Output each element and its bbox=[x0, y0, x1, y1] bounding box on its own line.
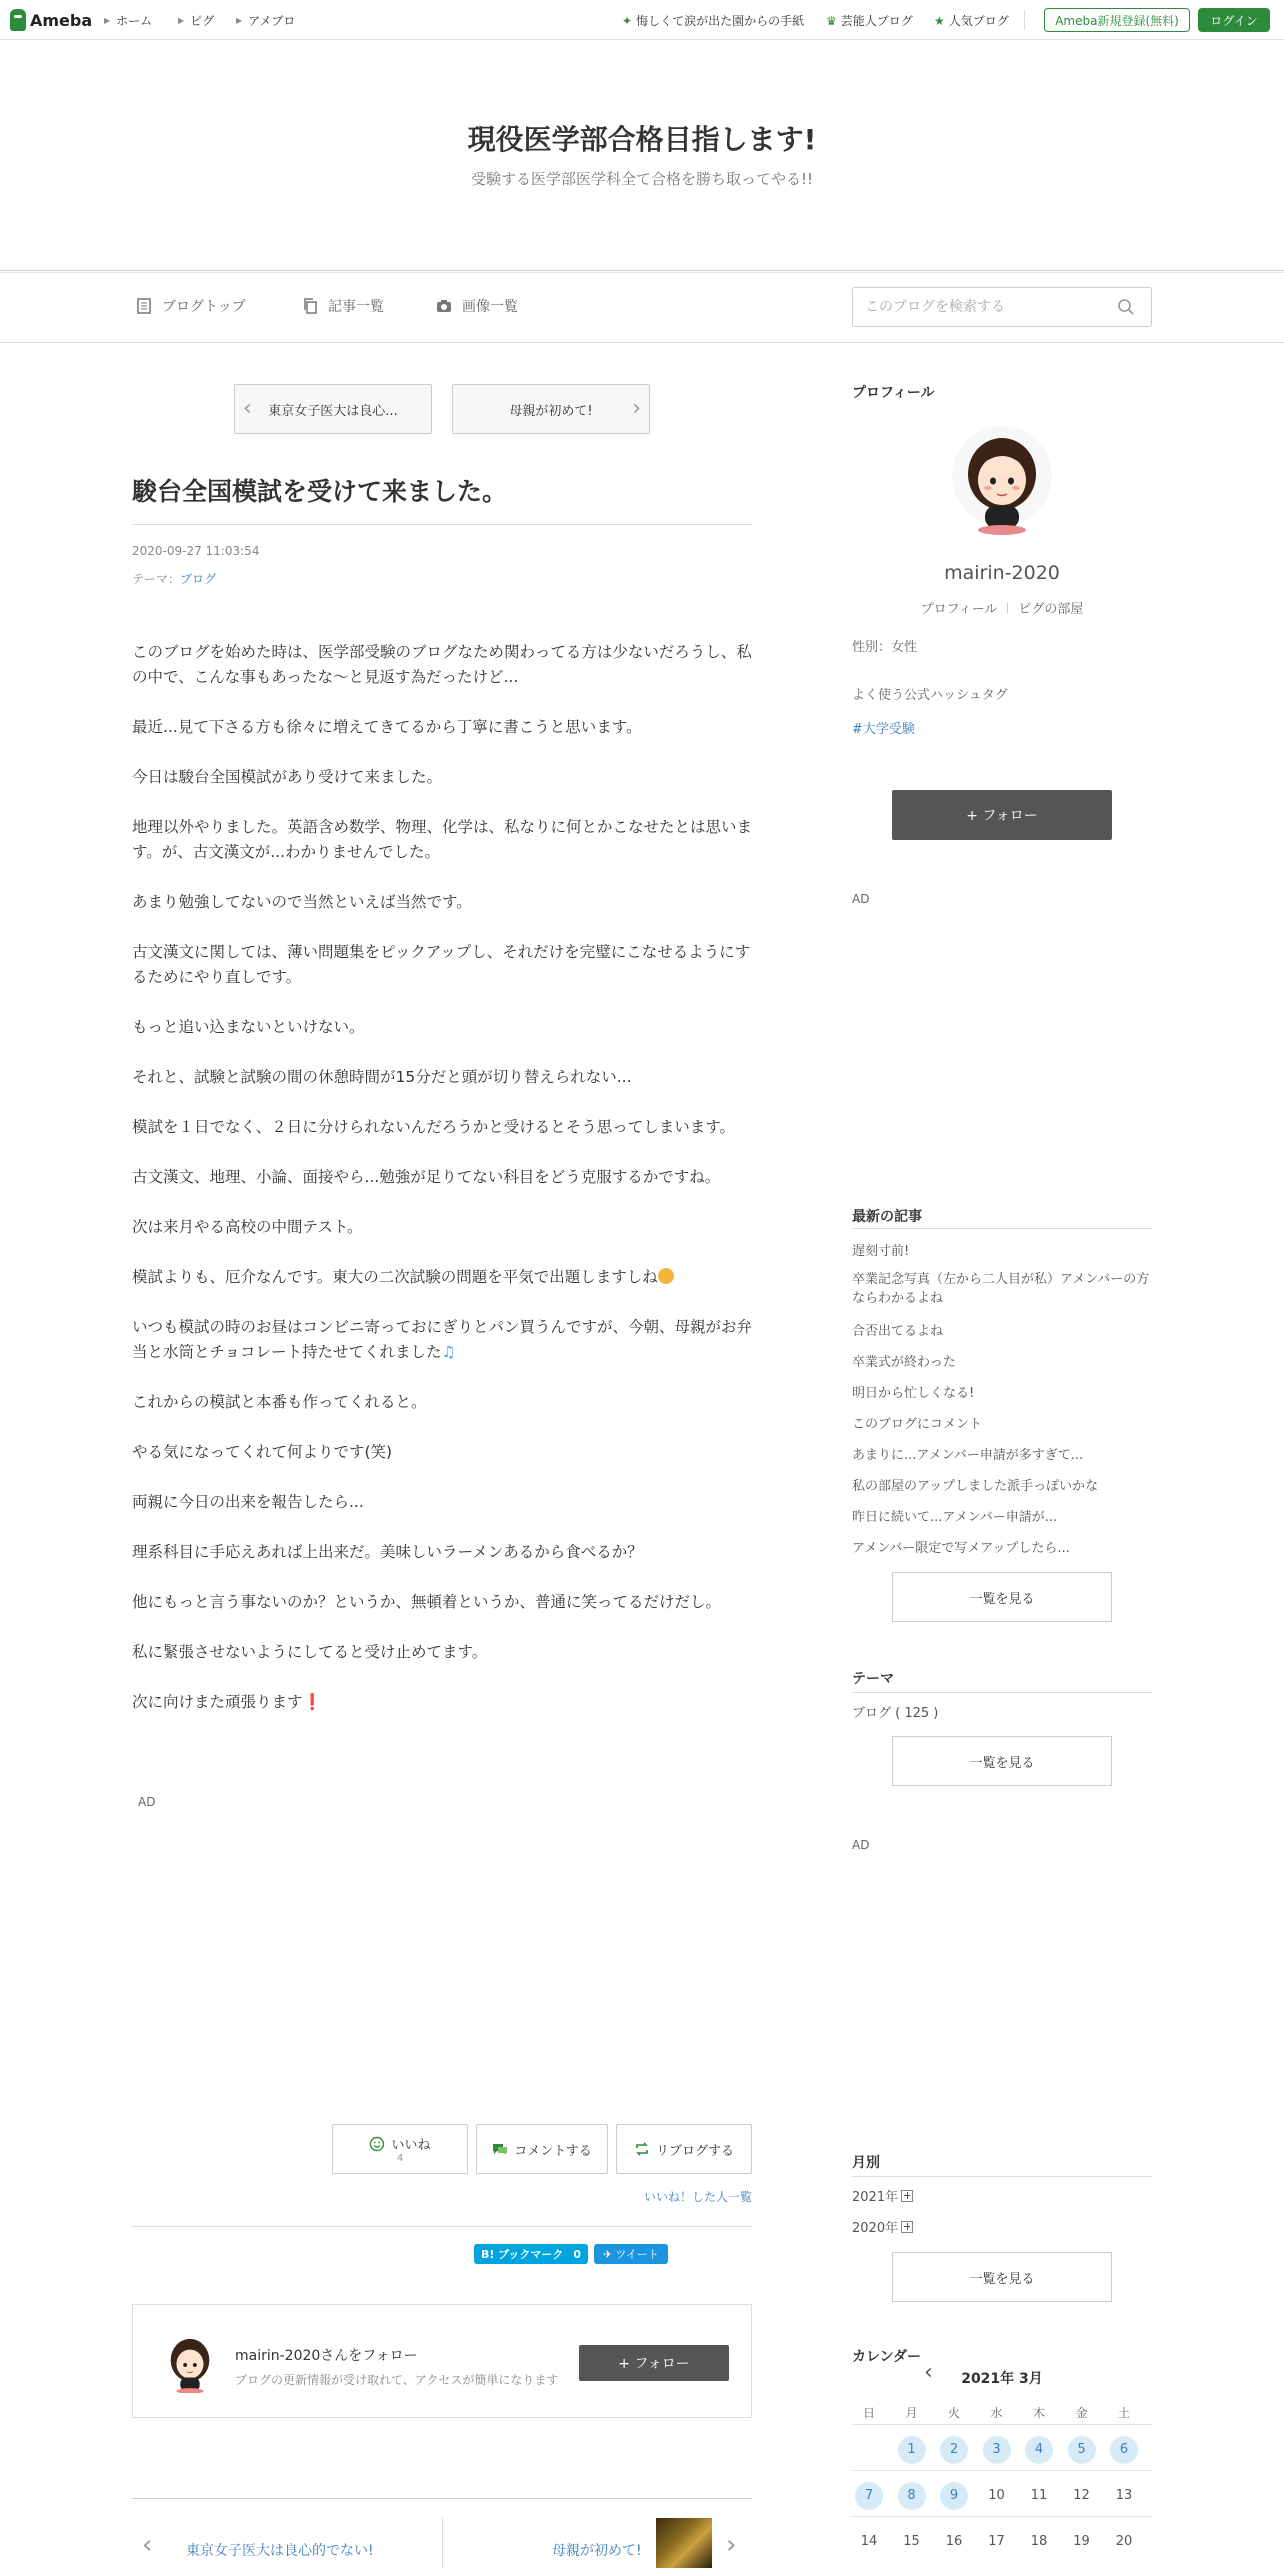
paragraph-text: 模試よりも、厄介なんです。東大の二次試験の問題を平気で出題しますしね bbox=[132, 1268, 658, 1286]
recent-article-link[interactable]: このブログにコメント bbox=[852, 1417, 983, 1432]
nav-blog-top-label: ブログトップ bbox=[162, 299, 246, 315]
hatena-bookmark-button[interactable] bbox=[474, 2244, 588, 2264]
bottom-next-article-link[interactable]: 母親が初めて! bbox=[552, 2543, 642, 2559]
copy-icon bbox=[302, 298, 318, 314]
calendar-weekday: 火 bbox=[947, 2406, 960, 2420]
calendar-row-divider bbox=[852, 2424, 1152, 2425]
divider bbox=[1024, 10, 1025, 30]
next-article-label: 母親が初めて! bbox=[509, 403, 593, 419]
star-icon: ★ bbox=[934, 13, 945, 28]
calendar-day[interactable]: 2 bbox=[940, 2436, 968, 2464]
calendar-day[interactable]: 6 bbox=[1110, 2436, 1138, 2464]
nav-article-list-label: 記事一覧 bbox=[328, 299, 384, 315]
follow-box-name: mairin-2020さんをフォロー bbox=[235, 2348, 418, 2364]
monthly-heading-divider bbox=[852, 2176, 1152, 2177]
recent-see-all-button[interactable]: 一覧を見る bbox=[892, 1572, 1112, 1622]
caret-right-icon: ▶ bbox=[178, 16, 185, 25]
recent-article-link[interactable]: 卒業記念写真（左から二人目が私）アメンバーの方ならわかるよね bbox=[852, 1272, 1150, 1306]
article-paragraph: 他にもっと言う事ないのか？というか、無頓着というか、普通に笑ってるだけだし。 bbox=[132, 1593, 722, 1611]
crown-icon: ♛ bbox=[826, 13, 837, 28]
nav-article-list[interactable] bbox=[302, 296, 384, 316]
nav-image-list-label: 画像一覧 bbox=[462, 299, 518, 315]
profile-name[interactable]: mairin-2020 bbox=[944, 562, 1060, 584]
calendar-day[interactable]: 7 bbox=[855, 2482, 883, 2510]
theme-heading: テーマ bbox=[852, 1671, 894, 1687]
recent-article-link[interactable]: 私の部屋のアップしました派手っぽいかな bbox=[852, 1479, 1099, 1494]
calendar-weekday: 水 bbox=[990, 2406, 1003, 2420]
paragraph-text: いつも模試の時のお昼はコンビニ寄っておにぎりとパン買うんですが、今朝、母親がお弁当と水筒とチョコレート持たせてくれました bbox=[132, 1318, 753, 1361]
document-icon bbox=[136, 298, 152, 314]
featured-link[interactable] bbox=[622, 12, 804, 29]
article-paragraph: 古文漢文、地理、小論、面接やら...勉強が足りてない科目をどう克服するかですね。 bbox=[132, 1168, 721, 1186]
ad-label: AD bbox=[138, 1795, 156, 1809]
like-count: 4 bbox=[396, 2153, 404, 2164]
nav-image-list[interactable] bbox=[436, 296, 518, 316]
month-2020-link[interactable] bbox=[852, 2217, 913, 2236]
calendar-day[interactable]: 4 bbox=[1025, 2436, 1053, 2464]
chevron-left-icon[interactable]: ‹ bbox=[142, 2530, 153, 2560]
recent-articles-heading: 最新の記事 bbox=[852, 1209, 922, 1225]
expand-plus-icon[interactable] bbox=[901, 2190, 913, 2202]
hatena-count: 0 bbox=[573, 2247, 582, 2261]
tweet-label: ツイート bbox=[615, 2248, 659, 2261]
article-paragraph: あまり勉強してないので当然といえば当然です。 bbox=[132, 893, 472, 911]
reblog-row bbox=[634, 2140, 734, 2159]
chevron-left-icon: ‹ bbox=[243, 396, 252, 421]
calendar-day: 19 bbox=[1073, 2534, 1090, 2549]
comment-button[interactable] bbox=[476, 2124, 608, 2174]
article-paragraph: 古文漢文に関しては、薄い問題集をピックアップし、それだけを完璧にこなせるようにするためにやり直しです。 bbox=[132, 943, 751, 986]
calendar-weekday: 土 bbox=[1117, 2406, 1130, 2420]
bottom-prev-article-link[interactable]: 東京女子医大は良心的でない! bbox=[186, 2543, 374, 2559]
calendar-day: 10 bbox=[988, 2488, 1005, 2503]
calendar-day: 14 bbox=[860, 2534, 878, 2549]
nav-pig-link[interactable] bbox=[178, 12, 214, 29]
calendar-day: 17 bbox=[988, 2534, 1005, 2549]
recent-article-link[interactable]: 卒業式が終わった bbox=[852, 1355, 956, 1370]
recent-heading-divider bbox=[852, 1228, 1152, 1229]
recent-article-link[interactable]: 昨日に続いて...アメンバー申請が... bbox=[852, 1510, 1058, 1525]
article-paragraph: 理系科目に手応えあれば上出来だ。美味しいラーメンあるから食べるか？ bbox=[132, 1543, 643, 1561]
bottom-pager-separator bbox=[442, 2518, 443, 2568]
featured-link-label: 悔しくて涙が出た園からの手紙 bbox=[636, 14, 805, 28]
smile-icon bbox=[369, 2136, 385, 2152]
nav-home-label: ホーム bbox=[116, 14, 153, 28]
calendar-day: 15 bbox=[903, 2534, 920, 2549]
nav-divider bbox=[0, 342, 1284, 343]
month-2021-link[interactable] bbox=[852, 2186, 913, 2205]
nav-ameblo-link[interactable] bbox=[236, 12, 295, 29]
article-paragraph: 今日は駿台全国模試があり受けて来ました。 bbox=[132, 768, 443, 786]
article-body bbox=[132, 640, 752, 1740]
comment-icon bbox=[492, 2141, 508, 2157]
sparkle-icon: ✦ bbox=[622, 13, 633, 28]
camera-icon bbox=[436, 298, 452, 314]
register-button[interactable]: Ameba新規登録(無料) bbox=[1044, 8, 1190, 32]
calendar-row-divider bbox=[852, 2516, 1152, 2517]
actions-divider bbox=[132, 2226, 752, 2227]
nav-blog-top[interactable] bbox=[136, 296, 246, 316]
pig-room-link[interactable]: ピグの部屋 bbox=[1018, 602, 1084, 617]
separator bbox=[1007, 602, 1008, 614]
calendar-day[interactable]: 3 bbox=[983, 2436, 1011, 2464]
sidebar-ad-label: AD bbox=[852, 892, 870, 906]
article-date: 2020-09-27 11:03:54 bbox=[132, 544, 260, 558]
article-paragraph: それと、試験と試験の間の休憩時間が15分だと頭が切り替えられない... bbox=[132, 1068, 632, 1086]
popular-blog-label: 人気ブログ bbox=[948, 14, 1009, 28]
article-paragraph: 模試を１日でなく、２日に分けられないんだろうかと受けるとそう思ってしまいます。 bbox=[132, 1118, 735, 1136]
profile-link[interactable]: プロフィール bbox=[920, 602, 998, 617]
ameba-mascot-icon bbox=[10, 9, 26, 31]
music-note-icon: ♫ bbox=[441, 1343, 456, 1361]
celebrity-blog-label: 芸能人ブログ bbox=[840, 14, 913, 28]
article-theme bbox=[132, 570, 216, 587]
caret-right-icon: ▶ bbox=[104, 16, 111, 25]
hashtag-link[interactable]: #大学受験 bbox=[852, 722, 915, 737]
calendar-day[interactable]: 9 bbox=[940, 2482, 968, 2510]
profile-avatar[interactable] bbox=[952, 426, 1052, 536]
calendar-row-divider bbox=[852, 2470, 1152, 2471]
profile-heading: プロフィール bbox=[852, 385, 935, 401]
comment-row bbox=[492, 2140, 592, 2159]
login-button[interactable]: ログイン bbox=[1198, 8, 1270, 32]
blog-subtitle: 受験する医学部医学科全て合格を勝ち取ってやる!! bbox=[470, 170, 814, 188]
article-paragraph: 次は来月やる高校の中間テスト。 bbox=[132, 1218, 363, 1236]
like-list-link[interactable]: いいね！した人一覧 bbox=[643, 2190, 752, 2204]
reblog-label: リブログする bbox=[655, 2143, 734, 2159]
expand-plus-icon[interactable] bbox=[901, 2221, 913, 2233]
recent-article-link[interactable]: 合否出てるよね bbox=[852, 1324, 944, 1339]
sidebar-ad-label: AD bbox=[852, 1838, 870, 1852]
nav-ameblo-label: アメブロ bbox=[248, 14, 296, 28]
article-paragraph: 最近...見て下さる方も徐々に増えてきてるから丁寧に書こうと思います。 bbox=[132, 718, 642, 736]
article-paragraph: これからの模試と本番も作ってくれると。 bbox=[132, 1393, 427, 1411]
calendar-day[interactable]: 1 bbox=[898, 2436, 926, 2464]
recent-article-link[interactable]: 遅刻寸前! bbox=[852, 1244, 910, 1259]
theme-item-link[interactable]: ブログ ( 125 ) bbox=[852, 1706, 939, 1721]
article-paragraph: もっと追い込まないといけない。 bbox=[132, 1018, 365, 1036]
calendar-day: 20 bbox=[1115, 2534, 1133, 2549]
bottom-pager-divider bbox=[132, 2498, 752, 2499]
profile-links bbox=[852, 598, 1152, 617]
smiling-face-icon bbox=[658, 1268, 674, 1284]
logo-text: Ameba bbox=[30, 10, 93, 30]
recent-article-link[interactable]: アメンバー限定で写メアップしたら... bbox=[852, 1541, 1070, 1556]
article-paragraph: 私に緊張させないようにしてると受け止めてます。 bbox=[132, 1643, 488, 1661]
chevron-right-icon: › bbox=[632, 396, 641, 421]
hashtag-heading: よく使う公式ハッシュタグ bbox=[852, 688, 1008, 703]
nav-home-link[interactable] bbox=[104, 12, 152, 29]
tweet-button[interactable] bbox=[594, 2244, 668, 2264]
article-paragraph: このブログを始めた時は、医学部受験のブログなため関わってる方は少ないだろうし、私の中で、こんな事もあったな～と見返す為だったけど... bbox=[132, 643, 752, 686]
theme-heading-divider bbox=[852, 1692, 1152, 1693]
calendar-weekday: 金 bbox=[1075, 2406, 1088, 2420]
exclamation-icon: ❗ bbox=[302, 1693, 322, 1711]
caret-right-icon: ▶ bbox=[236, 16, 243, 25]
follow-box-description: ブログの更新情報が受け取れて、アクセスが簡単になります bbox=[235, 2373, 559, 2387]
article-paragraph-with-emoji bbox=[132, 1315, 752, 1365]
twitter-bird-icon: ✈ bbox=[603, 2247, 613, 2261]
calendar-weekday: 木 bbox=[1032, 2406, 1045, 2420]
calendar-weekday: 日 bbox=[862, 2406, 875, 2420]
calendar-day[interactable]: 5 bbox=[1068, 2436, 1096, 2464]
month-label: 2020年 bbox=[852, 2221, 899, 2236]
article-paragraph-with-emoji bbox=[132, 1690, 752, 1715]
popular-blog-link[interactable] bbox=[934, 12, 1009, 29]
calendar-heading: カレンダー bbox=[852, 2349, 922, 2365]
comment-label: コメントする bbox=[514, 2143, 592, 2159]
blog-search-input[interactable] bbox=[852, 287, 1152, 327]
profile-sex: 性別：女性 bbox=[852, 640, 918, 655]
article-paragraph: やる気になってくれて何よりです(笑) bbox=[132, 1443, 393, 1461]
month-label: 2021年 bbox=[852, 2190, 899, 2205]
next-article-thumbnail[interactable] bbox=[656, 2518, 712, 2568]
like-row bbox=[369, 2134, 430, 2153]
article-paragraph-with-emoji bbox=[132, 1265, 752, 1290]
recent-article-link[interactable]: 明日から忙しくなる! bbox=[852, 1386, 975, 1401]
nav-pig-label: ピグ bbox=[190, 14, 215, 28]
theme-link[interactable]: ブログ bbox=[180, 572, 217, 586]
blog-title[interactable]: 現役医学部合格目指します! bbox=[467, 123, 817, 156]
article-paragraph: 地理以外やりました。英語含め数学、物理、化学は、私なりに何とかこなせたとは思います。が、古文漢文が...わかりませんでした。 bbox=[132, 818, 753, 861]
calendar-day: 13 bbox=[1115, 2488, 1133, 2503]
calendar-day: 11 bbox=[1030, 2488, 1048, 2503]
monthly-see-all-button[interactable]: 一覧を見る bbox=[892, 2252, 1112, 2302]
calendar-day: 16 bbox=[945, 2534, 963, 2549]
theme-label: テーマ： bbox=[132, 572, 181, 586]
calendar-day: 12 bbox=[1073, 2488, 1090, 2503]
next-article-button[interactable] bbox=[452, 384, 650, 434]
theme-see-all-button[interactable]: 一覧を見る bbox=[892, 1736, 1112, 1786]
reblog-icon bbox=[634, 2141, 650, 2157]
recent-article-link[interactable]: あまりに...アメンバー申請が多すぎて... bbox=[852, 1448, 1084, 1463]
follow-box-button[interactable]: + フォロー bbox=[579, 2345, 729, 2381]
ameba-logo[interactable] bbox=[10, 8, 92, 32]
article-title[interactable]: 駿台全国模試を受けて来ました。 bbox=[132, 477, 508, 506]
paragraph-text: 次に向けまた頑張ります bbox=[132, 1693, 303, 1711]
article-title-divider bbox=[132, 524, 752, 525]
prev-article-button[interactable] bbox=[234, 384, 432, 434]
calendar-day: 18 bbox=[1030, 2534, 1048, 2549]
like-button[interactable] bbox=[332, 2124, 468, 2174]
monthly-heading: 月別 bbox=[852, 2155, 880, 2171]
prev-article-label: 東京女子医大は良心... bbox=[268, 403, 398, 419]
article-paragraph: 両親に今日の出来を報告したら... bbox=[132, 1493, 364, 1511]
follow-box bbox=[132, 2304, 752, 2418]
calendar-month: 2021年 3月 bbox=[961, 2371, 1043, 2387]
chevron-right-icon[interactable]: › bbox=[726, 2530, 737, 2560]
header-divider bbox=[0, 270, 1284, 273]
calendar-day[interactable]: 8 bbox=[898, 2482, 926, 2510]
avatar[interactable] bbox=[161, 2335, 219, 2393]
celebrity-blog-link[interactable] bbox=[826, 12, 913, 29]
search-icon[interactable] bbox=[1117, 298, 1135, 316]
calendar-weekday: 月 bbox=[905, 2406, 918, 2420]
hatena-label: B! ブックマーク bbox=[480, 2248, 564, 2261]
like-label: いいね bbox=[391, 2138, 431, 2153]
profile-follow-button[interactable]: + フォロー bbox=[892, 790, 1112, 840]
chevron-left-icon[interactable]: ‹ bbox=[924, 2360, 933, 2385]
reblog-button[interactable] bbox=[616, 2124, 752, 2174]
